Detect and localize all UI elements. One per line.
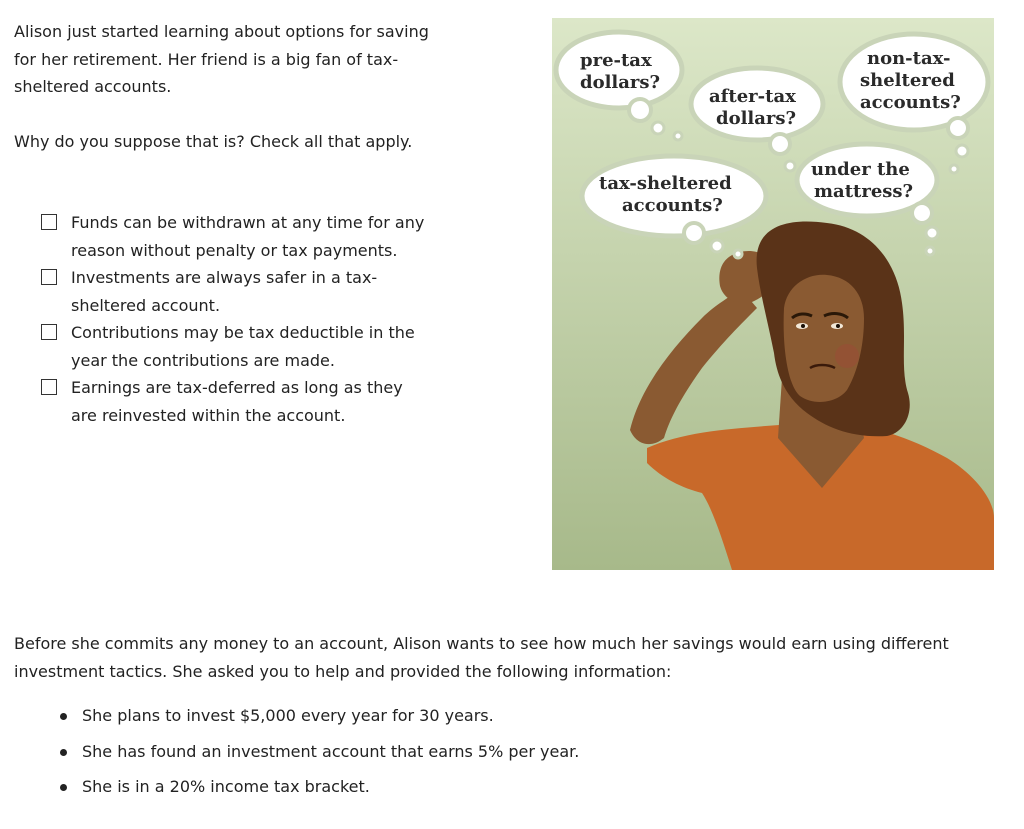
illustration-svg — [552, 18, 994, 570]
checkbox[interactable] — [41, 214, 57, 230]
answer-checklist — [14, 209, 444, 429]
bubble-aftertax-line2: dollars? — [716, 108, 797, 129]
option-always-safer[interactable] — [14, 264, 444, 319]
thinking-woman-illustration — [552, 18, 994, 570]
bubble-pretax-line1: pre-tax — [580, 50, 652, 71]
bubble-nontax-line1: non-tax- — [867, 48, 951, 69]
checkbox[interactable] — [41, 269, 57, 285]
scenario-section — [14, 630, 1014, 813]
option-withdraw-anytime[interactable] — [14, 209, 444, 264]
woman-pupil-left — [801, 324, 805, 328]
scenario-paragraph: Before she commits any money to an account, Alison wants to see how much her savings would earn using different investment tactics. She asked you to help and provided the following information: — [14, 634, 949, 681]
question-column — [14, 18, 444, 429]
question-prompt: Why do you suppose that is? Check all that apply. — [14, 131, 413, 151]
bubble-taxsheltered-line1: tax-sheltered — [599, 173, 732, 194]
woman-cheek — [835, 344, 859, 368]
checkbox[interactable] — [41, 324, 57, 340]
bubble-nontax-line2: sheltered — [860, 70, 955, 91]
option-label: Investments are always safer in a tax-sheltered account. — [71, 268, 378, 315]
scenario-bullets — [14, 706, 1014, 813]
bubble-aftertax-line1: after-tax — [709, 86, 796, 107]
option-tax-deferred[interactable] — [14, 374, 444, 429]
bubble-taxsheltered-line2: accounts? — [622, 195, 723, 216]
checkbox[interactable] — [41, 379, 57, 395]
scenario-bullet: She plans to invest $5,000 every year for 30 years. — [14, 706, 1014, 742]
scenario-bullet: She is in a 20% income tax bracket. — [14, 777, 1014, 813]
option-label: Earnings are tax-deferred as long as they are reinvested within the account. — [71, 378, 403, 425]
bubble-pretax-line2: dollars? — [580, 72, 661, 93]
bubble-nontax-line3: accounts? — [860, 92, 961, 113]
scenario-bullet: She has found an investment account that earns 5% per year. — [14, 742, 1014, 778]
bubble-mattress-line1: under the — [811, 159, 910, 180]
option-tax-deductible[interactable] — [14, 319, 444, 374]
intro-paragraph: Alison just started learning about options for saving for her retirement. Her friend is a big fan of tax-sheltered accounts. — [14, 22, 429, 96]
option-label: Contributions may be tax deductible in the year the contributions are made. — [71, 323, 415, 370]
bubble-mattress-line2: mattress? — [814, 181, 914, 202]
woman-pupil-right — [836, 324, 840, 328]
option-label: Funds can be withdrawn at any time for any reason without penalty or tax payments. — [71, 213, 425, 260]
